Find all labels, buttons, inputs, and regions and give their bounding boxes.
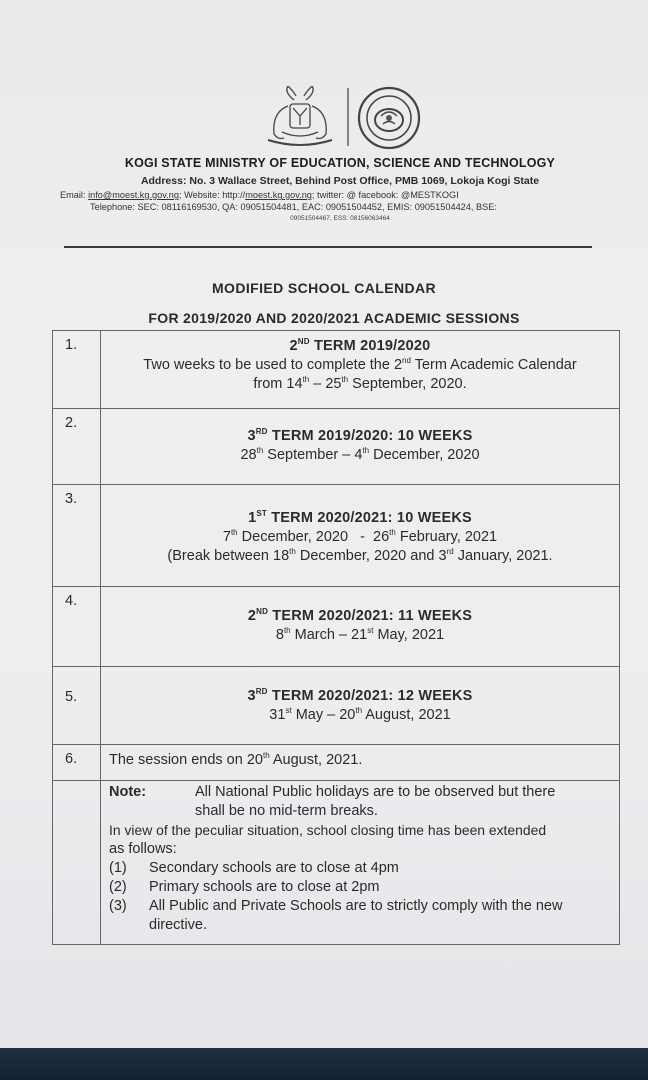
closing-time-list — [109, 859, 611, 935]
table-row — [53, 781, 620, 945]
letterhead — [60, 156, 620, 222]
row-content: The session ends on 20th August, 2021. — [101, 745, 620, 781]
calendar-table — [52, 330, 620, 945]
website-link[interactable]: moest.kg.gov.ng — [245, 190, 312, 200]
contact-line — [60, 190, 620, 200]
term-title: 3RD TERM 2020/2021: 12 WEEKS — [247, 687, 473, 704]
list-item: (1) Secondary schools are to close at 4pm — [109, 860, 399, 876]
term-description: Two weeks to be used to complete the 2nd Term Academic Calendar — [143, 356, 577, 373]
row-content — [101, 485, 620, 587]
row-content — [101, 331, 620, 409]
table-row — [53, 587, 620, 667]
row-number: 3. — [53, 485, 101, 587]
note-line: shall be no mid-term breaks. — [195, 803, 378, 819]
term-title: 3RD TERM 2019/2020: 10 WEEKS — [247, 427, 473, 444]
list-item: (2) Primary schools are to close at 2pm — [109, 879, 380, 895]
telephone-line-continued: 09051504467, ESS: 08156063464 — [290, 215, 390, 222]
social-handles: ; twitter: @ facebook: @MESTKOGI — [311, 190, 459, 200]
header-divider — [64, 246, 592, 248]
website-label: ; Website: http:// — [178, 190, 246, 200]
term-dates: from 14th – 25th September, 2020. — [253, 375, 467, 392]
term-dates: 7th December, 2020 - 26th February, 2021 — [222, 528, 498, 545]
table-row — [53, 409, 620, 485]
ministry-address: Address: No. 3 Wallace Street, Behind Post Office, PMB 1069, Lokoja Kogi State — [140, 175, 540, 187]
term-title: 1ST TERM 2020/2021: 10 WEEKS — [248, 509, 472, 526]
document-subtitle: FOR 2019/2020 AND 2020/2021 ACADEMIC SESSIONS — [148, 310, 520, 326]
row-number: 4. — [53, 587, 101, 667]
header-logos — [262, 86, 432, 152]
term-title: 2ND TERM 2020/2021: 11 WEEKS — [247, 607, 473, 624]
table-row — [53, 331, 620, 409]
table-row — [53, 745, 620, 781]
row-number: 5. — [53, 667, 101, 745]
note-label: Note: — [109, 784, 147, 800]
telephone-line: Telephone: SEC: 08116169530, QA: 09051504481, EAC: 09051504452, EMIS: 09051504424, BSE: — [90, 202, 497, 212]
table-row — [53, 667, 620, 745]
coat-of-arms-icon — [262, 86, 432, 152]
note-line: as follows: — [109, 841, 177, 857]
note-section — [101, 781, 620, 945]
note-line: In view of the peculiar situation, school closing time has been extended — [109, 822, 547, 838]
document-title: MODIFIED SCHOOL CALENDAR — [211, 280, 436, 296]
email-link[interactable]: info@moest.kg.gov.ng — [88, 190, 179, 200]
row-content — [101, 587, 620, 667]
ministry-name: KOGI STATE MINISTRY OF EDUCATION, SCIENCE AND TECHNOLOGY — [124, 156, 556, 170]
row-number: 2. — [53, 409, 101, 485]
list-item: (3) All Public and Private Schools are to strictly comply with the new directive. — [109, 898, 563, 933]
row-content — [101, 667, 620, 745]
table-row — [53, 485, 620, 587]
note-line: Note: All National Public holidays are to be observed but there — [109, 784, 556, 800]
term-dates: 28th September – 4th December, 2020 — [240, 446, 480, 463]
term-dates: 31st May – 20th August, 2021 — [269, 706, 451, 723]
email-label: Email: — [60, 190, 89, 200]
row-number: 1. — [53, 331, 101, 409]
row-number: 6. — [53, 745, 101, 781]
term-title: 2ND TERM 2019/2020 — [289, 337, 431, 354]
term-break-note: (Break between 18th December, 2020 and 3rd January, 2021. — [167, 547, 553, 564]
row-number-empty — [53, 781, 101, 945]
state-seal-icon — [359, 88, 419, 148]
background-edge — [0, 1048, 648, 1080]
row-content — [101, 409, 620, 485]
term-dates: 8th March – 21st May, 2021 — [275, 626, 445, 643]
